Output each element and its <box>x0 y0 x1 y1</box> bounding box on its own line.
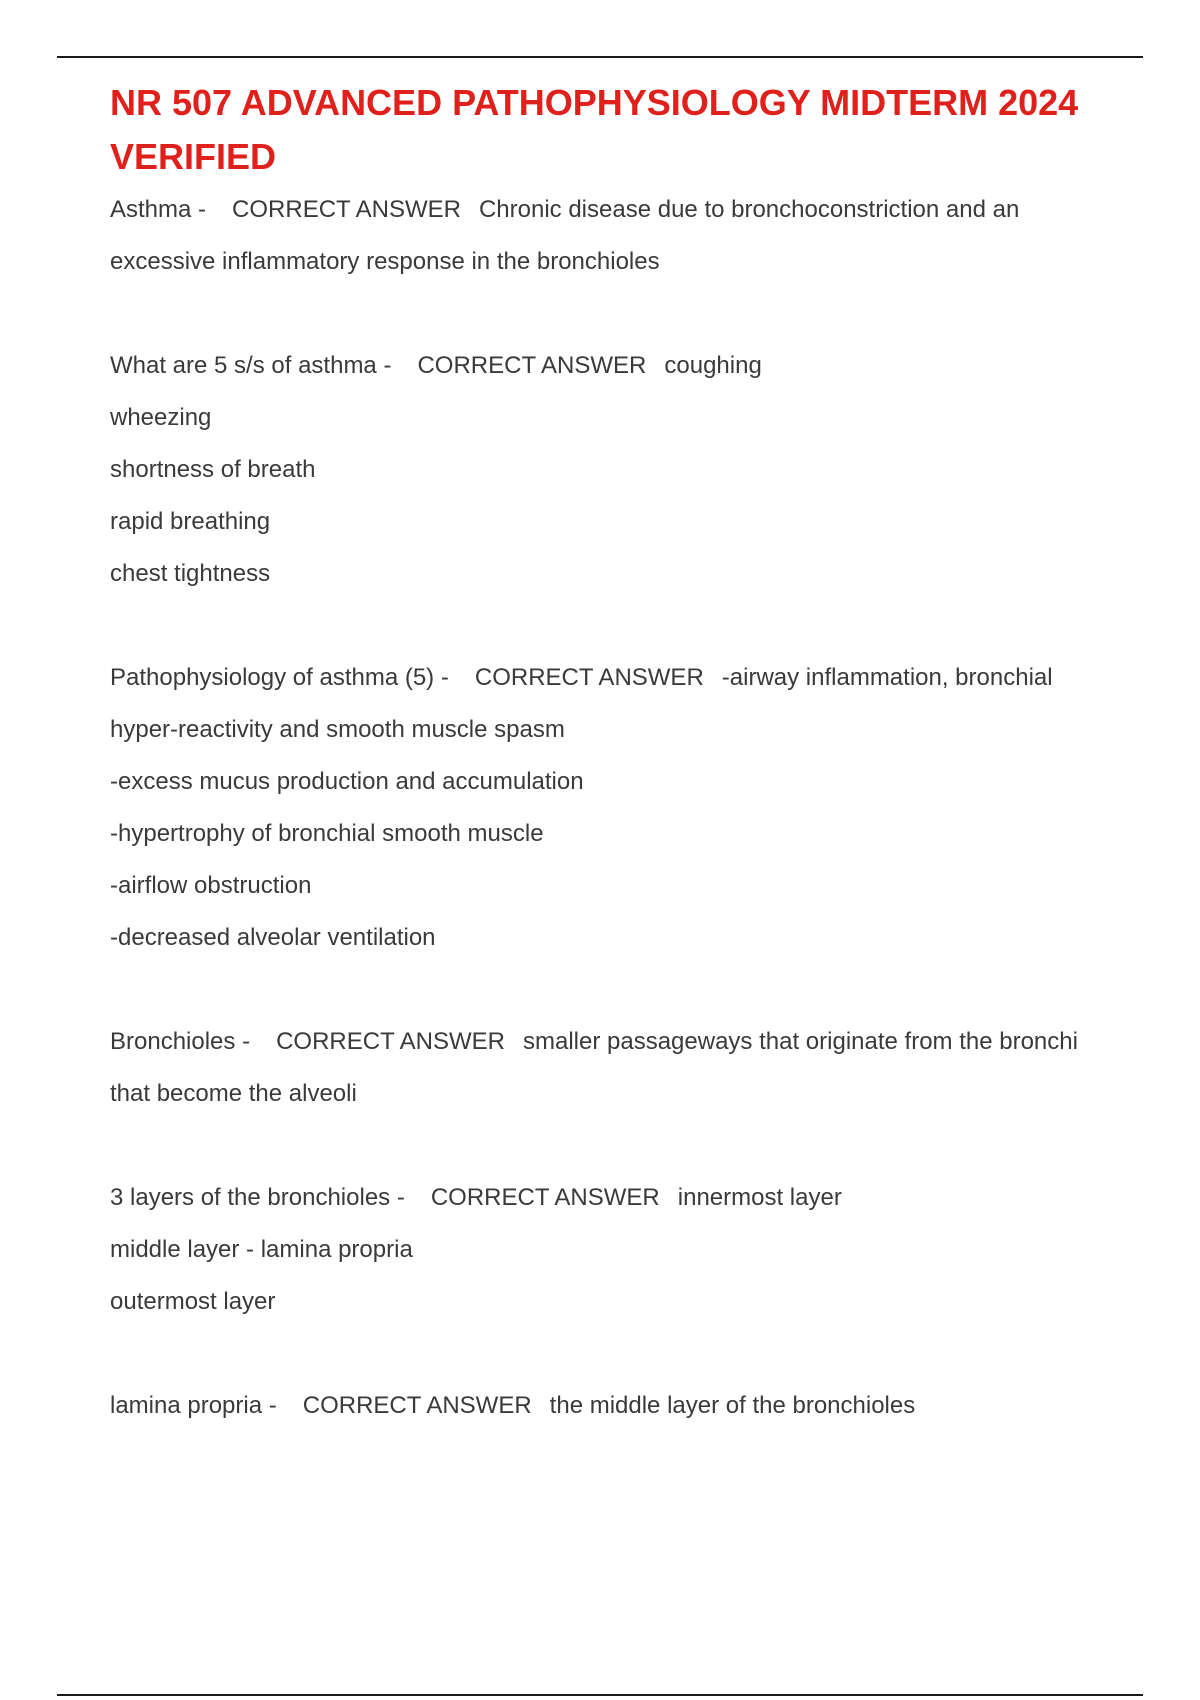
answer-text: the middle layer of the bronchioles <box>549 1392 916 1419</box>
qa-entry-lamina-propria <box>110 1380 1140 1432</box>
answer-marker: CORRECT ANSWER <box>430 1184 660 1211</box>
question-text: 3 layers of the bronchioles - <box>110 1184 405 1211</box>
qa-first-line <box>110 1380 1140 1432</box>
qa-entry-bronchioles <box>110 1016 1140 1120</box>
answer-line: excessive inflammatory response in the bronchioles <box>110 248 660 275</box>
answer-text: Chronic disease due to bronchoconstriction and an <box>478 196 1020 223</box>
answer-marker: CORRECT ANSWER <box>276 1028 505 1055</box>
answer-marker: CORRECT ANSWER <box>474 664 704 691</box>
answer-line: chest tightness <box>110 560 271 587</box>
qa-first-line <box>110 1172 1140 1224</box>
answer-text: coughing <box>664 352 762 379</box>
title-line-1: NR 507 ADVANCED PATHOPHYSIOLOGY MIDTERM 2024 <box>110 82 1079 123</box>
qa-entry-bronchiole-layers <box>110 1172 1140 1328</box>
question-text: Pathophysiology of asthma (5) - <box>110 664 449 691</box>
question-text: What are 5 s/s of asthma - <box>110 352 391 379</box>
answer-marker: CORRECT ANSWER <box>417 352 647 379</box>
answer-line: -decreased alveolar ventilation <box>110 924 436 951</box>
question-text: lamina propria - <box>110 1392 277 1419</box>
document-body <box>110 76 1140 1432</box>
answer-text: innermost layer <box>677 1184 842 1211</box>
question-text: Bronchioles - <box>110 1028 250 1055</box>
qa-entry-asthma-signs <box>110 340 1140 600</box>
answer-marker: CORRECT ANSWER <box>232 196 461 223</box>
answer-line: -airflow obstruction <box>110 872 312 899</box>
qa-first-line <box>110 1016 1140 1068</box>
bottom-rule <box>57 1694 1143 1696</box>
question-text: Asthma - <box>110 196 206 223</box>
answer-marker: CORRECT ANSWER <box>302 1392 532 1419</box>
answer-line: wheezing <box>110 404 212 431</box>
answer-text: smaller passageways that originate from the bronchi <box>523 1028 1078 1055</box>
title-line-2: VERIFIED <box>110 136 277 177</box>
qa-entry-asthma-pathophysiology <box>110 652 1140 964</box>
answer-text: -airway inflammation, bronchial <box>721 664 1053 691</box>
answer-line: -excess mucus production and accumulation <box>110 768 584 795</box>
answer-line: -hypertrophy of bronchial smooth muscle <box>110 820 544 847</box>
qa-first-line <box>110 652 1140 704</box>
answer-line: outermost layer <box>110 1288 276 1315</box>
answer-line: shortness of breath <box>110 456 316 483</box>
qa-first-line <box>110 184 1140 236</box>
qa-entry-asthma <box>110 184 1140 288</box>
answer-line: rapid breathing <box>110 508 271 535</box>
qa-first-line <box>110 340 1140 392</box>
answer-line: middle layer - lamina propria <box>110 1236 413 1263</box>
answer-line: that become the alveoli <box>110 1080 357 1107</box>
top-rule <box>57 56 1143 58</box>
answer-line: hyper-reactivity and smooth muscle spasm <box>110 716 565 743</box>
document-title <box>110 76 1140 184</box>
